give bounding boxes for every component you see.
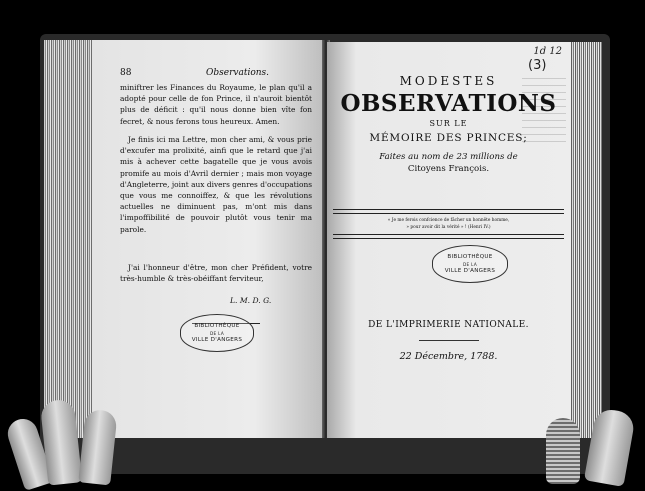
paragraph-2: Je finis ici ma Lettre, mon cher ami, & vous prie d'excufer ma prolixité, ainfi que le retard que j'ai mis à achever cette bagatelle que je vous avois promife au mois d'Avril dernier ; mais mon voyage d'Angleterre, joint aux divers genres d'occupations que vous me connoiffez, & que les révolutions actuelles ne diminuent pas, m'ont mis dans l'impoffibilité de pouvoir plutôt vous tenir ma parole. bbox=[120, 135, 312, 234]
running-title: Observations. bbox=[206, 68, 270, 78]
page-edges-right bbox=[568, 42, 602, 438]
publication-date: 22 Décembre, 1788. bbox=[399, 351, 498, 362]
subtitle-line-2: Citoyens François. bbox=[407, 164, 490, 174]
page-edges-left bbox=[44, 40, 92, 438]
stamp-line-1: BIBLIOTHÈQUE bbox=[447, 253, 493, 260]
title-modestes: MODESTES bbox=[399, 74, 498, 88]
stamp-line-2: DE LA bbox=[463, 261, 477, 267]
subtitle-line-1: Faites au nom de 23 millions de bbox=[379, 152, 518, 162]
thimble bbox=[546, 418, 580, 484]
library-stamp-right bbox=[432, 245, 508, 283]
stamp-line-3: VILLE D'ANGERS bbox=[191, 336, 243, 343]
title-memoire: MÉMOIRE DES PRINCES; bbox=[369, 132, 528, 144]
library-stamp-left bbox=[180, 314, 254, 352]
left-page bbox=[92, 40, 325, 438]
title-sur-le: SUR LE bbox=[429, 119, 468, 128]
epigraph-line-2: » pour avoir dit la vérité » ! (Henri IV.) bbox=[406, 225, 491, 230]
page-number: 88 bbox=[120, 68, 132, 78]
rule-line bbox=[419, 340, 479, 341]
handwritten-reference: 1d 12 bbox=[533, 46, 562, 57]
double-rule-bottom bbox=[333, 234, 564, 239]
handwritten-number: (3) bbox=[528, 58, 547, 73]
paragraph-1: miniftrer les Finances du Royaume, le plan qu'il a adopté pour celle de fon Prince, il n'auroit bientôt plus de déficit : qu'il nous donne bien vîte fon fecret, & nous ferons tous heureux. Amen. bbox=[120, 83, 312, 126]
paragraph-3: J'ai l'honneur d'être, mon cher Préfident, votre très-humble & très-obéiffant ferviteur, bbox=[120, 263, 312, 284]
imprint: DE L'IMPRIMERIE NATIONALE. bbox=[368, 320, 529, 330]
title-observations: OBSERVATIONS bbox=[340, 90, 557, 117]
stamp-line-3: VILLE D'ANGERS bbox=[444, 267, 496, 274]
epigraph-line-1: « Je me ferois confcience de fâcher un honnête homme, bbox=[387, 218, 510, 223]
double-rule-top bbox=[333, 209, 564, 214]
stamp-line-2: DE LA bbox=[210, 330, 224, 336]
right-page bbox=[327, 42, 570, 438]
stamp-line-1: BIBLIOTHÈQUE bbox=[194, 322, 240, 329]
signature: L. M. D. G. bbox=[230, 296, 272, 305]
